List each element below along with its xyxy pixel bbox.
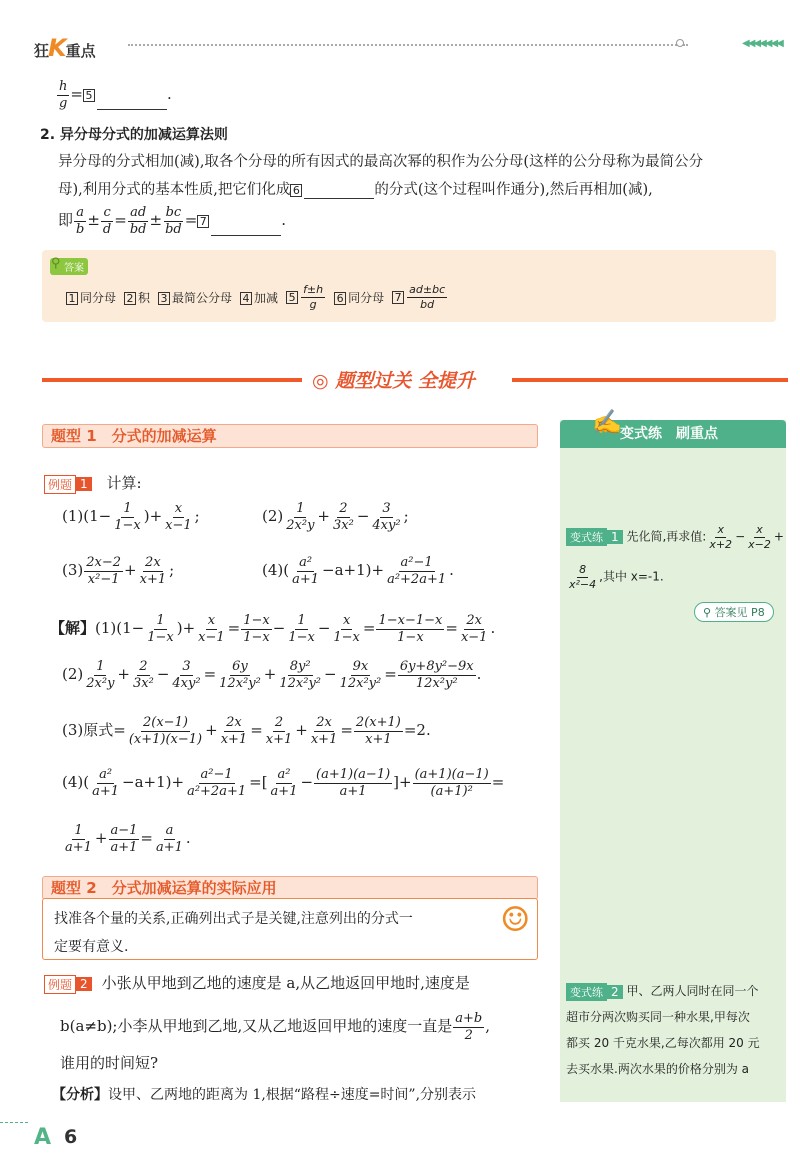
solution-4b: $\frac{1}{a+1}$ + $\frac{a-1}{a+1}$ = $\frac{a}{a+1}$ . — [65, 823, 191, 855]
tip-line-1: 找准各个量的关系,正确列出式子是关键,注意列出的分式一 — [54, 911, 413, 927]
problem-3: (3) $\frac{2x-2}{\text{x²−1}}$ + $\frac{2x}{x+1}$ ; — [62, 555, 175, 587]
variant-2-line-4: 去买水果.两次水果的价格分别为 a — [566, 1062, 749, 1076]
variant-1-line-1: 变式练 1 先化简,再求值: $\frac{x}{x+2}$ − $\frac{x}{x-2}$ + — [566, 524, 784, 550]
problem-1: (1)(1− $\frac{1}{1-x}$ )+ $\frac{x}{x-1}$ ; — [62, 501, 200, 533]
reader-icon: ✍ — [592, 408, 622, 436]
mascot-icon: ☺ — [500, 900, 531, 940]
solution-2: (2) $\frac{1}{\text{2x²y}}$ + $\frac{2}{\text{3x²}}$ − $\frac{3}{\text{4xy²}}$ = $\frac{6y}{\text{12x²y²}}$ + $\frac{\text{8y²}}{\text{12x²y²}}$ − $\frac{9x}{\text{12x²y²}}$ = $\frac{\text{6y+8y²−9x}}{\text{12x²y²}}$ . — [62, 659, 482, 691]
example-2-line-1: 例题 2 小张从甲地到乙地的速度是 a,从乙地返回甲地时,速度是 — [44, 972, 470, 994]
example-2-line-3: 谁用的时间短? — [60, 1054, 159, 1072]
rule-line-3: 即 $\frac{a}{b}$ ± $\frac{c}{d}$ = $\frac{ad}{bd}$ ± $\frac{bc}{bd}$ = 7 . — [58, 205, 287, 237]
solution-4a: (4)( $\frac{\text{a²}}{a+1}$ −a+1)+ $\frac{\text{a²−1}}{\text{a²+2a+1}}$ =[ $\frac{\text{a²}}{a+1}$ − $\frac{(a+1)(a-1)}{a+1}$ ]+ $\frac{(a+1)(a-1)}{\text{(a+1)²}}$ = — [62, 767, 505, 799]
key-icon: ⚲ — [51, 256, 61, 271]
swirl-icon: ◎ — [312, 370, 329, 392]
header-ring-ornament — [676, 39, 684, 47]
rule-line-2: 母),利用分式的基本性质,把它们化成 6 的分式(这个过程叫作通分),然后再相加(减), — [58, 182, 653, 198]
footer-divider — [0, 1122, 28, 1123]
formula-line-5: $\frac{h}{g}$ = 5 . — [59, 79, 172, 111]
variant-2-line-2: 超市分两次购买同一种水果,甲每次 — [566, 1010, 750, 1024]
example-1-header: 例题 1 计算: — [44, 472, 142, 494]
problem-2: (2) $\frac{1}{\text{2x²y}}$ + $\frac{2}{\text{3x²}}$ − $\frac{3}{\text{4xy²}}$ ; — [262, 501, 409, 533]
section-band-right — [512, 378, 788, 382]
analysis: 【分析】设甲、乙两地的距离为 1,根据“路程÷速度=时间”,分别表示 — [52, 1087, 477, 1103]
tip-line-2: 定要有意义. — [54, 939, 129, 955]
example-2-line-2: b(a≠b);小李从甲地到乙地,又从乙地返回甲地的速度一直是 $\frac{a+b}{2}$ , — [60, 1011, 490, 1043]
problem-4: (4)( $\frac{\text{a²}}{a+1}$ −a+1)+ $\frac{\text{a²−1}}{\text{a²+2a+1}}$ . — [262, 555, 454, 587]
variant-2-line-1: 变式练 2 甲、乙两人同时在同一个 — [566, 982, 758, 1001]
key-icon: ⚲ — [703, 606, 712, 619]
header-arrows-ornament: ◀◀◀◀◀◀◀ — [742, 38, 782, 49]
answer-list: 1 同分母 2 积 3 最简公分母 4 加减 5 $\frac{f\pm h}{g}$ 6 同分母 7 $\frac{ad\pm bc}{bd}$ — [66, 284, 448, 310]
solution-1: 【解】(1)(1− $\frac{1}{1-x}$ )+ $\frac{x}{x-1}$ = $\frac{1-x}{1-x}$ − $\frac{1}{1-x}$ − $\frac{x}{1-x}$ = $\frac{1-x-1-x}{1-x}$ = $\frac{2x}{x-1}$ . — [50, 613, 496, 645]
variant-2-line-3: 都买 20 千克水果,乙每次都用 20 元 — [566, 1036, 760, 1050]
rule-line-1: 异分母的分式相加(减),取各个分母的所有因式的最高次幂的积作为公分母(这样的公分母称为最简公分 — [58, 154, 704, 170]
variant-1-line-2: $\frac{8}{\text{x²−4}}$ ,其中 x=-1. — [569, 563, 664, 591]
footer-logo: A — [34, 1125, 52, 1150]
solution-3: (3)原式= $\frac{2(x-1)}{(x+1)(x-1)}$ + $\frac{2x}{x+1}$ = $\frac{2}{x+1}$ + $\frac{2x}{x+1}$ = $\frac{2(x+1)}{x+1}$ =2. — [62, 715, 431, 747]
header-divider — [128, 44, 688, 46]
rule-title: 2. 异分母分式的加减运算法则 — [40, 127, 228, 143]
section-band-left — [42, 378, 302, 382]
topic-2-title: 题型 2 分式加减运算的实际应用 — [42, 876, 538, 900]
page-number: 6 — [64, 1126, 78, 1148]
practice-panel-header: 变式练 刷重点 — [560, 420, 786, 448]
section-title: ◎ 题型过关 全提升 — [312, 370, 475, 392]
answer-tag: 答案 — [50, 258, 88, 275]
see-answer-link[interactable]: ⚲ 答案见 P8 — [694, 602, 774, 622]
brand-logo: 狂K重点 — [34, 34, 96, 62]
topic-1-title: 题型 1 分式的加减运算 — [42, 424, 538, 448]
